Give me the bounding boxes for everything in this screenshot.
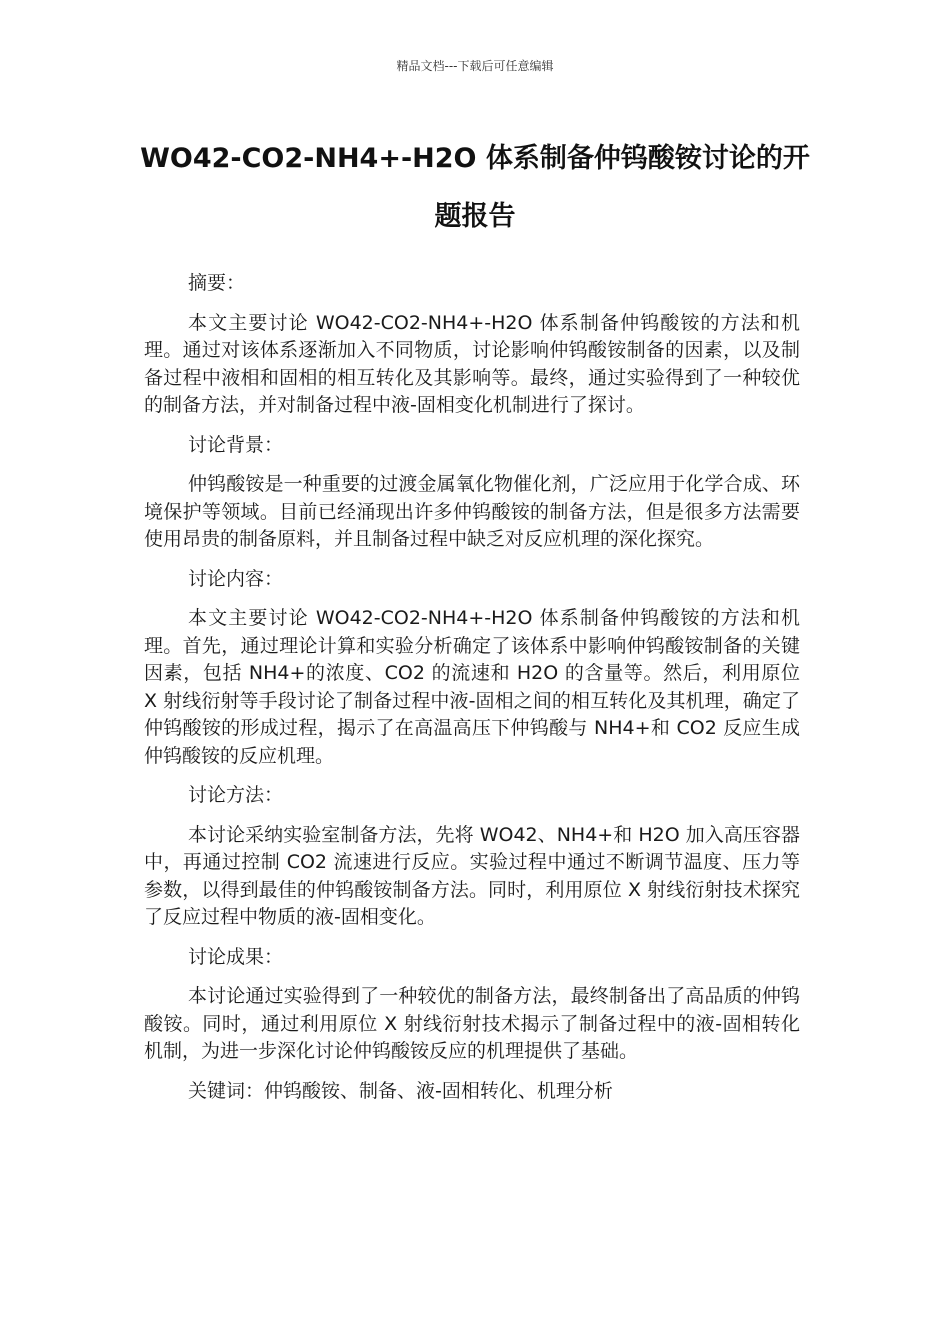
section-body-method: 本讨论采纳实验室制备方法，先将 WO42、NH4+和 H2O 加入高压容器中，再通过控制 CO2 流速进行反应。实验过程中通过不断调节温度、压力等参数，以得到最佳的仲钨酸铵制备方法。同时，利用原位 X 射线衍射技术探究了反应过程中物质的液-固相变化。	[144, 823, 800, 928]
section-heading-abstract: 摘要：	[188, 272, 246, 294]
header-note: 精品文档---下载后可任意编辑	[396, 59, 554, 73]
section-body-content: 本文主要讨论 WO42-CO2-NH4+-H2O 体系制备仲钨酸铵的方法和机理。首先，通过理论计算和实验分析确定了该体系中影响仲钨酸铵制备的关键因素，包括 NH4+的浓度、CO2 的流速和 H2O 的含量等。然后，利用原位 X 射线衍射等手段讨论了制备过程中液-固相之间的相互转化及其机理，确定了仲钨酸铵的形成过程，揭示了在高温高压下仲钨酸与 NH4+和 CO2 反应生成仲钨酸铵的反应机理。	[144, 607, 800, 767]
document-title: WO42-CO2-NH4+-H2O 体系制备仲钨酸铵讨论的开题报告	[140, 143, 810, 232]
section-heading-background: 讨论背景：	[188, 433, 284, 456]
section-heading-content: 讨论内容：	[188, 567, 284, 590]
section-body-background: 仲钨酸铵是一种重要的过渡金属氧化物催化剂，广泛应用于化学合成、环境保护等领域。目前已经涌现出许多仲钨酸铵的制备方法，但是很多方法需要使用昂贵的制备原料，并且制备过程中缺乏对反应机理的深化探究。	[144, 473, 800, 550]
section-heading-method: 讨论方法：	[188, 784, 284, 806]
section-body-abstract: 本文主要讨论 WO42-CO2-NH4+-H2O 体系制备仲钨酸铵的方法和机理。通过对该体系逐渐加入不同物质，讨论影响仲钨酸铵制备的因素，以及制备过程中液相和固相的相互转化及其影响等。最终，通过实验得到了一种较优的制备方法，并对制备过程中液-固相变化机制进行了探讨。	[144, 311, 800, 416]
section-heading-results: 讨论成果：	[188, 945, 284, 968]
keywords-line: 关键词：仲钨酸铵、制备、液-固相转化、机理分析	[188, 1079, 613, 1102]
document-body	[144, 270, 800, 1117]
section-body-results: 本讨论通过实验得到了一种较优的制备方法，最终制备出了高品质的仲钨酸铵。同时，通过利用原位 X 射线衍射技术揭示了制备过程中的液-固相转化机制，为进一步深化讨论仲钨酸铵反应的机理提供了基础。	[144, 985, 800, 1062]
